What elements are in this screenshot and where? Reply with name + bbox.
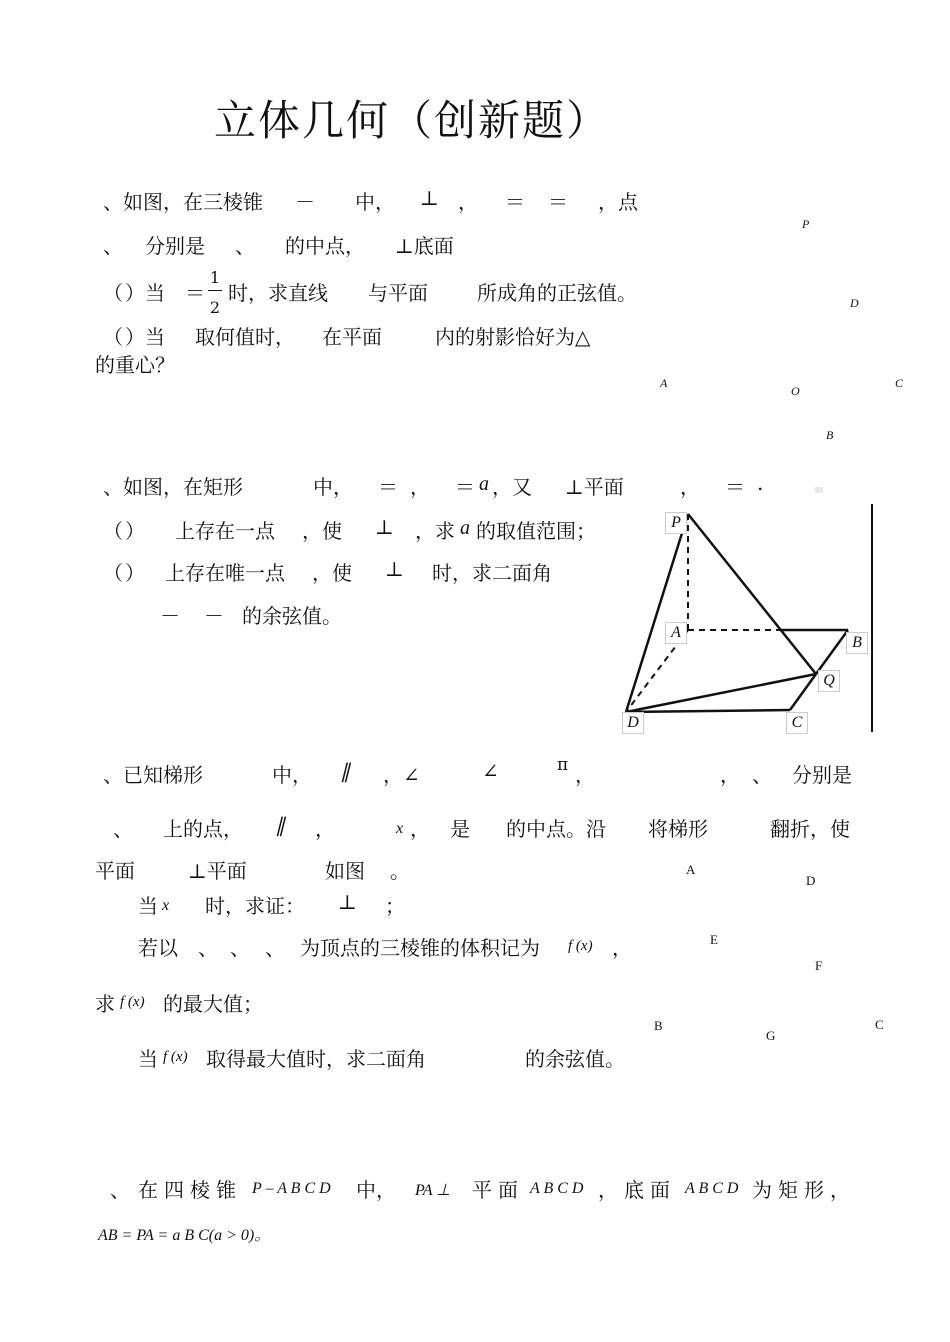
- fig1-label: P: [802, 217, 810, 231]
- p3-text: ⊥平面: [188, 859, 247, 883]
- p1-text: ，点: [598, 190, 638, 214]
- fig2-label: P: [665, 512, 687, 534]
- p3-text: 的最大值；: [163, 992, 263, 1016]
- p4-math: P – A B C D: [252, 1180, 331, 1197]
- p2-text: 、如图，在矩形: [103, 475, 243, 499]
- p3-text: 求: [95, 992, 115, 1016]
- p1-text: 与平面: [368, 281, 428, 305]
- p3-text: 的余弦值。: [525, 1047, 625, 1071]
- p2-text: 的取值范围；: [476, 519, 596, 543]
- p3-text: 如图: [325, 859, 365, 883]
- p1-text: 所成角的正弦值。: [477, 281, 637, 305]
- p3-text: 。: [390, 859, 410, 883]
- fig1-label: O: [791, 384, 800, 398]
- fig2-label: B: [846, 632, 868, 654]
- p4-text: 为矩形，: [752, 1178, 856, 1202]
- fig3-label: G: [766, 1028, 776, 1043]
- p1-text: 取何值时，: [195, 325, 295, 349]
- p2-text: 时，求二面角: [432, 561, 552, 585]
- p3-var-x: x: [162, 897, 170, 914]
- p1-text: ＝: [185, 281, 205, 305]
- p3-text: ，: [612, 936, 632, 960]
- p4-text: 、: [110, 1178, 130, 1202]
- p3-text: ，∠: [383, 763, 420, 787]
- fig1-label: A: [660, 376, 668, 390]
- p1-text: －: [295, 190, 315, 214]
- p3-text: 当: [138, 1047, 158, 1071]
- fig1-label: D: [850, 296, 859, 310]
- p2-text: ，又: [492, 475, 532, 499]
- p4-math: A B C D: [530, 1180, 584, 1197]
- p2-text: 上存在唯一点: [165, 561, 285, 585]
- p1-text: 、如图，在三棱锥: [103, 190, 263, 214]
- p2-text: ）: [125, 519, 145, 543]
- p2-text: ＝: [378, 475, 398, 499]
- p3-text: ，: [315, 817, 335, 841]
- fig3-label: B: [654, 1018, 663, 1033]
- p3-text: 当: [138, 894, 158, 918]
- p3-text: 将梯形: [648, 817, 708, 841]
- p2-text: ，: [410, 475, 430, 499]
- p3-text: 、: [198, 936, 218, 960]
- p3-text: 的中点。沿: [506, 817, 606, 841]
- p4-condition: AB = PA = a B C(a > 0)。: [98, 1227, 271, 1244]
- fig3-label: C: [875, 1017, 884, 1032]
- p4-text: 中，: [356, 1178, 396, 1202]
- p2-text: ⊥: [375, 515, 394, 539]
- p1-text: ）当: [125, 281, 165, 305]
- p2-text: 上存在一点: [175, 519, 275, 543]
- p3-text: ∥: [340, 761, 350, 783]
- p3-text: 取得最大值时，求二面角: [206, 1047, 426, 1071]
- fig3-label: E: [710, 932, 718, 947]
- p2-text: ）: [125, 561, 145, 585]
- p2-text: ，求: [415, 519, 455, 543]
- p1-text: 、: [235, 234, 255, 258]
- p1-text: ⊥: [420, 186, 439, 210]
- p3-text: 为顶点的三棱锥的体积记为: [300, 936, 540, 960]
- p4-text: 在四棱锥: [138, 1178, 242, 1202]
- p1-text: 、: [103, 234, 123, 258]
- p2-var-a: a: [479, 473, 489, 495]
- p3-func-f: f (x): [120, 994, 145, 1010]
- p1-text: ⊥底面: [395, 234, 454, 258]
- p2-text: ，: [680, 475, 700, 499]
- p2-text: （: [103, 561, 123, 585]
- p3-text: ，: [410, 817, 430, 841]
- p2-text: .: [757, 471, 764, 495]
- p3-text: 、: [113, 817, 133, 841]
- fraction-numerator: 1: [209, 268, 221, 287]
- p2-text: ⊥: [385, 557, 404, 581]
- p1-text: 的重心？: [95, 353, 175, 377]
- page-title: 立体几何（创新题）: [214, 96, 611, 145]
- fig3-label: D: [806, 873, 816, 888]
- p3-text: 、已知梯形: [103, 763, 203, 787]
- p4-math: A B C D: [685, 1180, 739, 1197]
- p2-text: －: [204, 604, 224, 628]
- fig1-label: C: [895, 376, 904, 390]
- p3-var-x: x: [396, 820, 404, 837]
- p3-func-f: f (x): [568, 938, 593, 954]
- p3-text: 分别是: [792, 763, 852, 787]
- p3-text: ∥: [275, 815, 285, 837]
- p1-text: 中，: [355, 190, 395, 214]
- p4-text: 平面: [472, 1178, 524, 1202]
- p2-text: ＝: [725, 475, 745, 499]
- p1-text: （: [103, 325, 123, 349]
- p3-text: 翻折，使: [770, 817, 850, 841]
- p3-text: 时，求证：: [205, 894, 305, 918]
- p2-text: ，使: [302, 519, 342, 543]
- p2-text: －: [160, 604, 180, 628]
- p1-text: 在平面: [322, 325, 382, 349]
- p1-text: ＝: [505, 190, 525, 214]
- p1-text: 内的射影恰好为△: [435, 325, 591, 349]
- p3-text: 是: [450, 817, 470, 841]
- p3-text: 上的点，: [163, 817, 243, 841]
- p3-text: ，: [720, 763, 740, 787]
- fraction-denominator: 2: [209, 298, 221, 317]
- p3-text: 、: [752, 763, 772, 787]
- p3-func-f: f (x): [163, 1049, 188, 1065]
- p3-text: ；: [385, 894, 405, 918]
- p3-text: 、: [265, 936, 285, 960]
- fig3-label: A: [686, 862, 696, 877]
- p3-text: 中，: [272, 763, 312, 787]
- fig1-label: B: [826, 428, 834, 442]
- fig3-label: F: [815, 958, 823, 973]
- p3-text: ∠: [482, 759, 499, 783]
- fig2-label: D: [622, 712, 644, 734]
- pyramid-figure: [600, 480, 890, 740]
- p2-var-a: a: [460, 517, 470, 539]
- p4-text: ，: [598, 1178, 618, 1202]
- pi-symbol: π: [557, 755, 569, 775]
- fraction-bar: [208, 290, 222, 291]
- p2-text: ，使: [312, 561, 352, 585]
- p1-text: 时，求直线: [228, 281, 328, 305]
- p1-text: ，: [458, 190, 478, 214]
- p1-text: ）当: [125, 325, 165, 349]
- p3-text: 平面: [95, 859, 135, 883]
- p2-text: （: [103, 519, 123, 543]
- fig2-label: Q: [818, 670, 840, 692]
- p1-text: 分别是: [145, 234, 205, 258]
- p3-text: 、: [230, 936, 250, 960]
- p3-text: ⊥: [338, 890, 357, 914]
- p2-text: 的余弦值。: [242, 604, 342, 628]
- p1-text: ＝: [548, 190, 568, 214]
- p1-text: 的中点，: [285, 234, 365, 258]
- fig2-label: A: [665, 622, 687, 644]
- p4-math: PA ⊥: [415, 1182, 451, 1199]
- p2-text: ＝: [455, 475, 475, 499]
- p4-text: 底面: [624, 1178, 676, 1202]
- p2-text: ⊥平面: [565, 475, 624, 499]
- p3-text: ，: [575, 763, 595, 787]
- p3-text: 若以: [138, 936, 178, 960]
- p2-text: 中，: [313, 475, 353, 499]
- fig2-label: C: [786, 712, 808, 734]
- p1-text: （: [103, 281, 123, 305]
